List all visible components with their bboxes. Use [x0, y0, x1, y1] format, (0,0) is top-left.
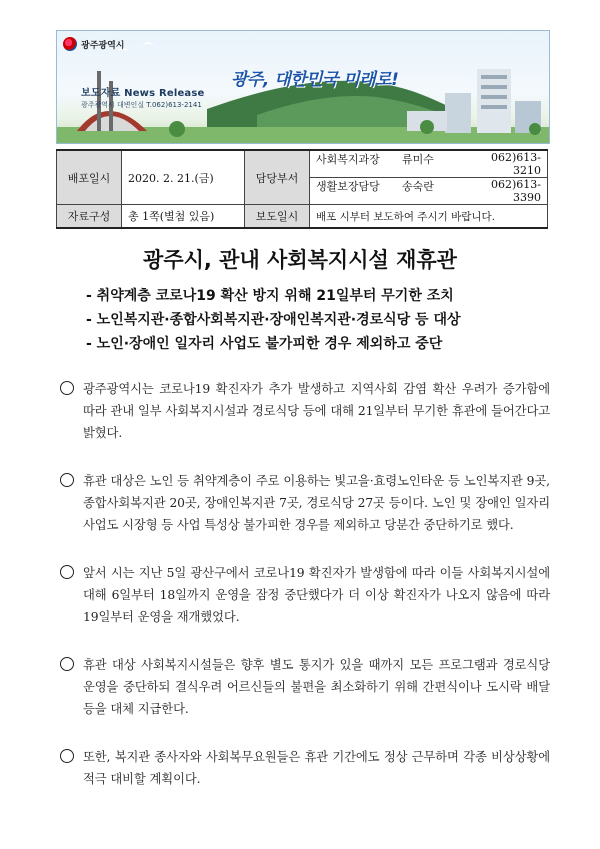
release-info-table — [56, 149, 548, 229]
contact-name: 류미수 — [402, 153, 434, 166]
paragraph — [60, 562, 550, 628]
paragraph-text: 휴관 대상은 노인 등 취약계층이 주로 이용하는 빛고을·효령노인타운 등 노인복지관 9곳, 종합사회복지관 20곳, 장애인복지관 7곳, 경로식당 27곳 등이다. 노인 및 장애인 일자리 사업도 시장형 등 사업 특성상 불가피한 경우를 제외하고 당분간 중단하기로 했다. — [83, 474, 550, 532]
composition-value: 총 1쪽(별첨 있음) — [122, 205, 245, 229]
release-label — [81, 84, 205, 110]
report-date-value: 배포 시부터 보도하여 주시기 바랍니다. — [310, 205, 548, 229]
dept-label: 담당부서 — [245, 150, 310, 205]
paragraph — [60, 470, 550, 536]
contact-row-1 — [310, 150, 548, 178]
paragraph — [60, 746, 550, 790]
paragraph-text: 또한, 복지관 종사자와 사회복무요원들은 휴관 기간에도 정상 근무하며 각종 비상상황에 적극 대비할 계획이다. — [83, 750, 550, 786]
city-logo — [63, 37, 124, 51]
circle-bullet-icon — [60, 749, 74, 763]
body-paragraphs — [60, 378, 550, 816]
contact-dept: 생활보장담당 — [316, 180, 380, 193]
report-date-label: 보도일시 — [245, 205, 310, 229]
circle-bullet-icon — [60, 657, 74, 671]
paragraph — [60, 378, 550, 444]
paragraph — [60, 654, 550, 720]
subtitle-line: - 노인·장애인 일자리 사업도 불가피한 경우 제외하고 중단 — [86, 336, 443, 352]
paragraph-text: 휴관 대상 사회복지시설들은 향후 별도 통지가 있을 때까지 모든 프로그램과 경로식당 운영을 중단하되 결식우려 어르신들의 불편을 최소화하기 위해 간편식이나 도시락 배달 등을 대체 지급한다. — [83, 658, 550, 716]
circle-bullet-icon — [60, 381, 74, 395]
city-slogan: 광주, 대한민국 미래로! — [231, 70, 399, 90]
subtitle-list — [86, 284, 461, 356]
dist-date-label: 배포일시 — [57, 150, 122, 205]
dist-date-value: 2020. 2. 21.(금) — [122, 150, 245, 205]
contact-row-2 — [310, 178, 548, 205]
org-name: 광주광역시 — [81, 40, 125, 51]
contact-dept: 사회복지과장 — [316, 153, 380, 166]
release-contact: 광주광역시 대변인실 T.062)613-2141 — [81, 101, 202, 109]
contact-phone: 062)613-3390 — [491, 178, 541, 204]
paragraph-text: 앞서 시는 지난 5일 광산구에서 코로나19 확진자가 발생함에 따라 이들 사회복지시설에 대해 6일부터 18일까지 운영을 잠정 중단했다가 더 이상 확진자가 나오지 않음에 따라 19일부터 운영을 재개했었다. — [83, 566, 550, 624]
subtitle-line: - 취약계층 코로나19 확산 방지 위해 21일부터 무기한 조치 — [86, 288, 454, 304]
contact-name: 송숙란 — [402, 180, 434, 193]
page-title: 광주시, 관내 사회복지시설 재휴관 — [143, 248, 457, 272]
circle-bullet-icon — [60, 473, 74, 487]
composition-label: 자료구성 — [57, 205, 122, 229]
subtitle-line: - 노인복지관·종합사회복지관·장애인복지관·경로식당 등 대상 — [86, 312, 461, 328]
paragraph-text: 광주광역시는 코로나19 확진자가 추가 발생하고 지역사회 감염 확산 우려가 증가함에 따라 관내 일부 사회복지시설과 경로식당 등에 대해 21일부터 무기한 휴관에 들어간다고 밝혔다. — [83, 382, 550, 440]
circle-bullet-icon — [60, 565, 74, 579]
press-release-banner — [56, 30, 550, 144]
contact-phone: 062)613-3210 — [491, 151, 541, 177]
release-title: 보도자료 News Release — [81, 88, 205, 99]
city-emblem-icon — [63, 37, 77, 51]
